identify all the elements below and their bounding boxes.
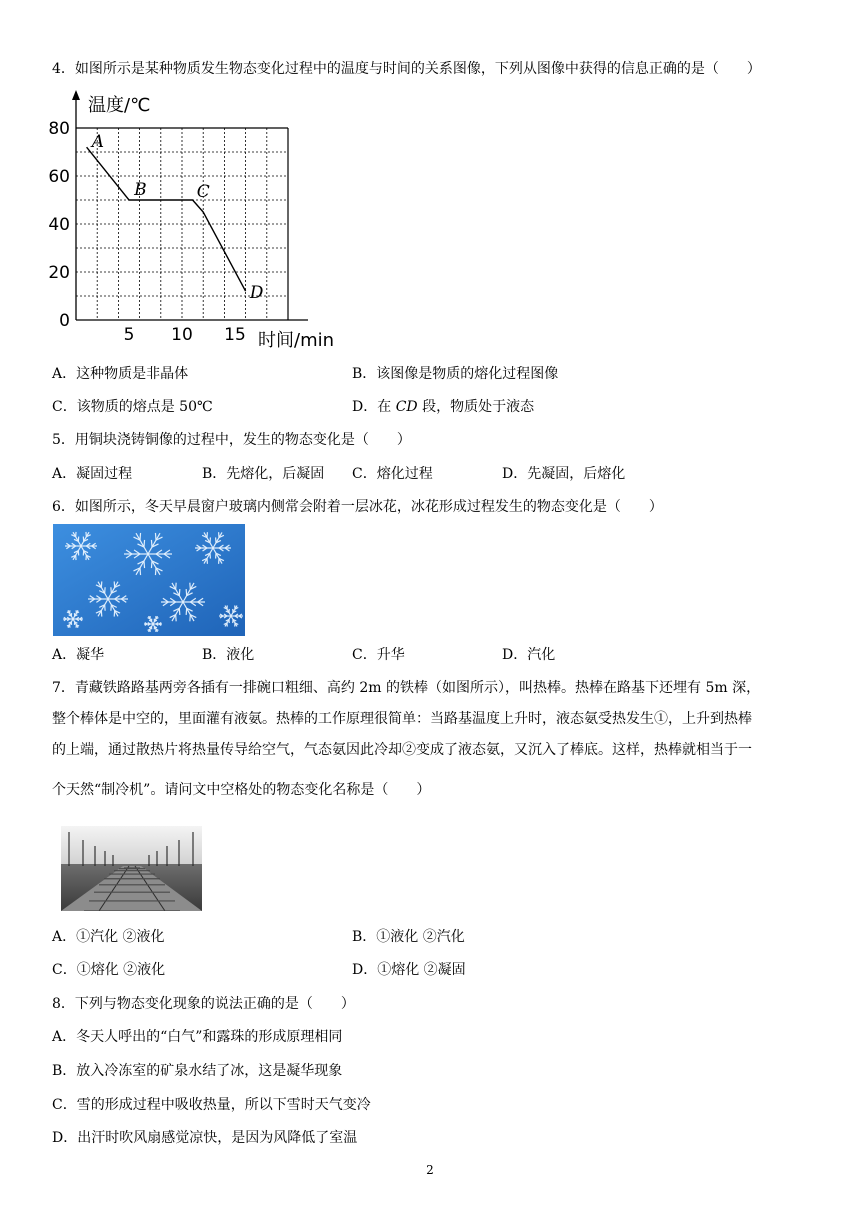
q5-option-d[interactable]: D．先凝固，后熔化 xyxy=(502,466,626,482)
q7-line-4: 个天然“制冷机”。请问文中空格处的物态变化名称是（ ） xyxy=(52,782,431,798)
y-tick-label: 40 xyxy=(48,215,70,235)
q5-stem: 5．用铜块浇铸铜像的过程中，发生的物态变化是（ ） xyxy=(52,432,411,448)
snowflake-branch xyxy=(144,540,145,547)
q4-stem: 4．如图所示是某种物质发生物态变化过程中的温度与时间的关系图像，下列从图像中获得的信息正确的是（ ） xyxy=(52,61,761,77)
q7-option-d[interactable]: D．①熔化 ②凝固 xyxy=(352,962,466,978)
q8-option-a[interactable]: A．冬天人呼出的“白气”和露珠的形成原理相同 xyxy=(52,1029,343,1045)
q5-option-a[interactable]: A．凝固过程 xyxy=(52,466,133,482)
point-label: B xyxy=(134,179,147,200)
snowflake-branch xyxy=(155,533,156,540)
page-number: 2 xyxy=(426,1163,434,1177)
railway-heat-rod-photo xyxy=(61,826,202,911)
q6-option-a[interactable]: A．凝华 xyxy=(52,647,105,663)
q6-stem: 6．如图所示，冬天早晨窗户玻璃内侧常会附着一层冰花，冰花形成过程发生的物态变化是（ ） xyxy=(52,499,663,515)
point-label: C xyxy=(196,182,210,203)
q4-option-a[interactable]: A．这种物质是非晶体 xyxy=(52,366,189,382)
point-label: A xyxy=(91,131,105,152)
snowflake-branch xyxy=(176,615,177,622)
y-tick-label: 0 xyxy=(59,311,70,331)
q5-option-b[interactable]: B．先熔化，后凝固 xyxy=(202,466,325,482)
q7-line-2: 整个棒体是中空的，里面灌有液氨。热棒的工作原理很简单：当路基温度上升时，液态氨受热发生①，上升到热棒 xyxy=(52,711,752,727)
snowflake-branch xyxy=(186,589,187,596)
snowflake-branch xyxy=(144,561,145,568)
q8-option-b[interactable]: B．放入冷冻室的矿泉水结了冰，这是凝华现象 xyxy=(52,1063,343,1079)
chart-tick-labels xyxy=(48,119,245,345)
q4-option-d-suffix: 段，物质处于液态 xyxy=(417,399,535,415)
y-tick-label: 80 xyxy=(48,119,70,139)
q7-option-a[interactable]: A．①汽化 ②液化 xyxy=(52,929,165,945)
ice-flower-photo xyxy=(53,524,245,636)
snowflake-branch xyxy=(186,608,187,615)
q4-option-d-italic: CD xyxy=(395,399,418,415)
q5-option-c[interactable]: C．熔化过程 xyxy=(352,466,433,482)
q6-option-c[interactable]: C．升华 xyxy=(352,647,405,663)
y-tick-label: 20 xyxy=(48,263,70,283)
temperature-time-chart xyxy=(40,82,340,354)
chart-axes xyxy=(72,90,308,320)
temperature-curve xyxy=(87,147,246,291)
q8-stem: 8．下列与物态变化现象的说法正确的是（ ） xyxy=(52,996,355,1012)
snowflake-branch xyxy=(179,608,180,615)
q4-option-d[interactable] xyxy=(352,397,534,417)
y-axis-label: 温度/℃ xyxy=(88,95,151,116)
q7-option-b[interactable]: B．①液化 ②汽化 xyxy=(352,929,465,945)
snowflake-branch xyxy=(179,589,180,596)
q8-option-c[interactable]: C．雪的形成过程中吸收热量，所以下雪时天气变冷 xyxy=(52,1097,371,1113)
q7-line-3: 的上端，通过散热片将热量传导给空气，气态氨因此冷却②变成了液态氨，又沉入了棒底。这样，热棒就相当于一 xyxy=(52,742,752,758)
q8-option-d[interactable]: D．出汗时吹风扇感觉凉快，是因为风降低了室温 xyxy=(52,1130,358,1146)
q7-option-c[interactable]: C．①熔化 ②液化 xyxy=(52,962,166,978)
q7-line-1: 7．青藏铁路路基两旁各插有一排碗口粗细、高约 2m 的铁棒（如图所示），叫热棒。热棒在路基下还埋有 5m 深， xyxy=(52,680,761,696)
snowflake-branch xyxy=(151,540,152,547)
x-tick-label: 5 xyxy=(123,325,135,345)
x-tick-label: 15 xyxy=(224,325,246,345)
q4-option-d-prefix: D．在 xyxy=(352,399,396,415)
snowflake-branch xyxy=(140,533,141,540)
snowflake-branch xyxy=(140,568,141,575)
snowflake-branch xyxy=(190,615,191,622)
x-axis-label: 时间/min xyxy=(258,330,335,351)
snowflake-branch xyxy=(176,583,177,590)
y-axis-arrow xyxy=(72,90,80,100)
q6-option-b[interactable]: B．液化 xyxy=(202,647,255,663)
q4-option-c[interactable]: C．该物质的熔点是 50℃ xyxy=(52,399,213,415)
q6-option-d[interactable]: D．汽化 xyxy=(502,647,556,663)
y-tick-label: 60 xyxy=(48,167,70,187)
snowflake-branch xyxy=(151,561,152,568)
snowflake-branch xyxy=(155,568,156,575)
snowflake-branch xyxy=(190,583,191,590)
q4-option-b[interactable]: B．该图像是物质的熔化过程图像 xyxy=(352,366,559,382)
point-label: D xyxy=(249,283,264,303)
x-tick-label: 10 xyxy=(171,325,193,345)
